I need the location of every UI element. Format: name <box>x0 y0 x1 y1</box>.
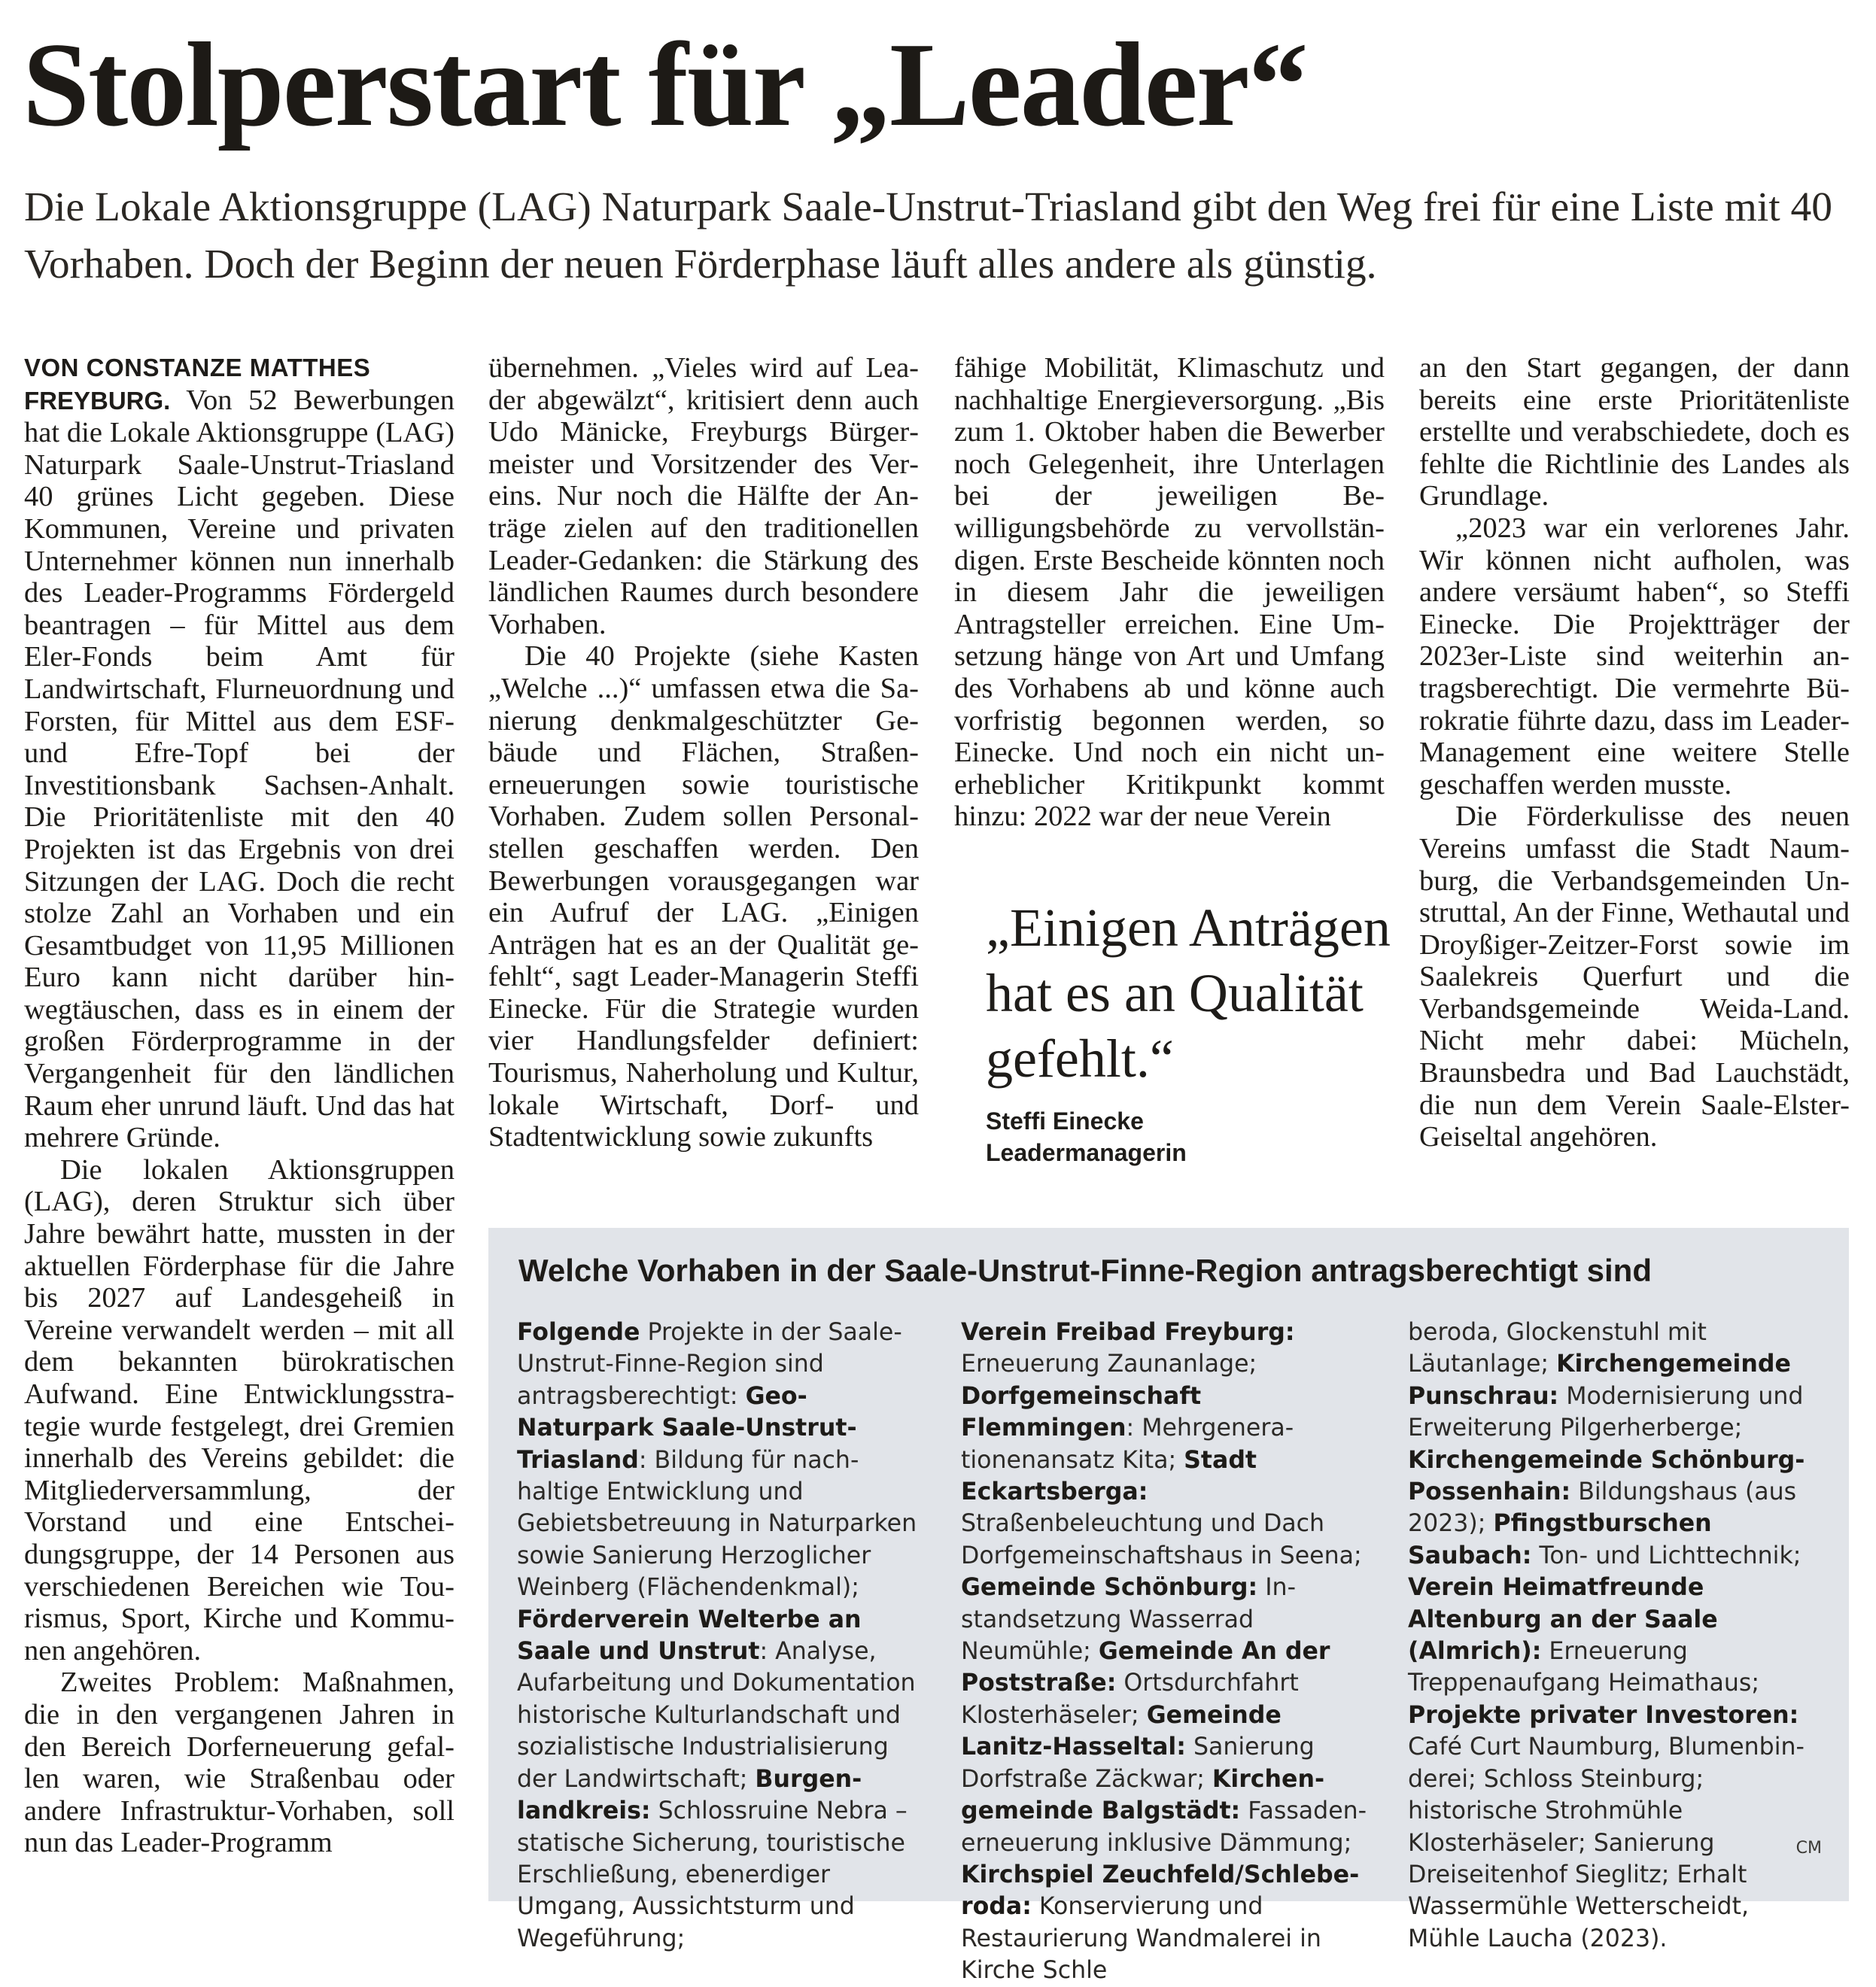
paragraph: Die 40 Projekte (siehe Kasten „Welche ...)“ umfassen etwa die Sanierung denkmalgeschützter Gebäude und Flächen, Straßenerneuerungen sowie touristische Vorhaben. Zudem sollen Personalstellen geschaffen werden. Den Bewerbungen vorausgegangen war ein Aufruf der LAG. „Einigen Anträgen hat es an der Qualität gefehlt“, sagt Leader-Managerin Steffi Einecke. Für die Strategie wurden vier Handlungsfelder definiert: Tourismus, Naherholung und Kultur, lokale Wirtschaft, Dorf- und Stadtentwicklung sowie zukunfts <box>488 640 919 1153</box>
paragraph: fähige Mobilität, Klimaschutz und nachhaltige Energieversorgung. „Bis zum 1. Oktober haben die Bewerber noch Gelegenheit, ihre Unterlagen bei der jeweiligen Bewilligungsbehörde zu vervollständigen. Erste Bescheide könnten noch in diesem Jahr die jeweiligen Antragsteller erreichen. Eine Umsetzung hänge von Art und Umfang des Vorhabens ab und könne auch vorfristig begonnen werden, so Einecke. Und noch ein nicht unerheblicher Kritikpunkt kommt hinzu: 2022 war der neue Verein <box>954 352 1385 833</box>
project-holder: Kirchengemeinde Balgstädt: <box>961 1765 1325 1825</box>
paragraph: „2023 war ein verlorenes Jahr. Wir können nicht aufholen, was andere versäumt haben“, so Steffi Einecke. Die Projektträger der 2023er-Liste sind weiterhin antragsberechtigt. Die vermehrte Bürokratie führte dazu, dass im Leader-Management eine weitere Stelle geschaffen werden musste. <box>1419 512 1850 801</box>
text-column-1 <box>24 352 455 1859</box>
project-description: Sanierung Dorfstraße Zäckwar; <box>961 1733 1315 1793</box>
paragraph: Die Förderkulisse des neuen Vereins umfasst die Stadt Naumburg, die Verbandsgemeinden Unstruttal, An der Finne, Wethautal und Droyßiger-Zeitzer-Forst sowie im Saalekreis Querfurt und die Verbandsgemeinde Weida-Land. Nicht mehr dabei: Mücheln, Braunsbedra und Bad Lauchstädt, die nun dem Verein Saale-Elster-Geiseltal angehören. <box>1419 801 1850 1153</box>
text-column-3 <box>954 352 1385 833</box>
project-holder: Gemeinde An der Poststraße: <box>961 1638 1330 1697</box>
project-description: Fassadenerneuerung inklusive Dämmung; <box>961 1797 1367 1857</box>
paragraph-text: Von 52 Bewerbungen hat die Lokale Aktionsgruppe (LAG) Naturpark Saale-Unstrut-Triasland 40 grünes Licht gegeben. Diese Kommunen, Vereine und privaten Unternehmer können nun innerhalb des Leader-Programms Fördergeld beantragen – für Mittel aus dem Eler-Fonds beim Amt für Landwirtschaft, Flurneuordnung und Forsten, für Mittel aus dem ESF- und Efre-Topf bei der Investitionsbank Sachsen-Anhalt. Die Prioritätenliste mit den 40 Projekten ist das Ergebnis von drei Sitzungen der LAG. Doch die recht stolze Zahl an Vorhaben und ein Gesamtbudget von 11,95 Millionen Euro kann nicht darüber hinwegtäuschen, dass es in einem der großen Förderprogramme in der Vergangenheit für den ländlichen Raum eher unrund läuft. Und das hat mehrere Gründe. <box>24 384 455 1154</box>
project-description: Erneuerung Treppenaufgang Heimathaus; <box>1408 1638 1760 1697</box>
project-description: Konservierung und Restaurierung Wandmalerei in Kirche Schle <box>961 1893 1321 1985</box>
paragraph: übernehmen. „Vieles wird auf Leader abgewälzt“, kritisiert denn auch Udo Mänicke, Freyburgs Bürgermeister und Vorsitzender des Vereins. Nur noch die Hälfte der Anträge zielen auf den traditionellen Leader-Gedanken: die Stärkung des ländlichen Raumes durch besondere Vorhaben. <box>488 352 919 640</box>
info-box-credit: CM <box>1795 1839 1822 1858</box>
project-description: Erneuerung Zaunanlage; <box>961 1350 1257 1378</box>
project-description: : Bildung für nachhaltige Entwicklung und Gebietsbetreuung in Naturparken sowie Sanierung Herzoglicher Weinberg (Flächendenkmal); <box>517 1446 917 1602</box>
info-box <box>488 1228 1849 1985</box>
project-description: Ton- und Lichttechnik; <box>1531 1542 1802 1569</box>
project-holder: Burgenlandkreis: <box>517 1765 862 1825</box>
paragraph: Zweites Problem: Maßnahmen, die in den vergangenen Jahren in den Bereich Dorferneuerung gefallen waren, wie Straßenbau oder andere Infrastruktur-Vorhaben, soll nun das Leader-Programm <box>24 1666 455 1859</box>
info-box-column-3 <box>1408 1317 1818 1955</box>
text-column-2 <box>488 352 919 1153</box>
project-description: Ortsdurchfahrt Klosterhäseler; <box>961 1670 1299 1729</box>
project-description: Modernisierung und Erweiterung Pilgerherberge; <box>1408 1382 1804 1442</box>
project-description: Schlossruine Nebra – statische Sicherung, touristische Erschließung, ebenerdiger Umgang, Aussichtsturm und Wegeführung; <box>517 1797 908 1952</box>
project-holder: Kirchengemeinde Schönburg-Possenhain: <box>1408 1446 1805 1506</box>
project-description: beroda, Glockenstuhl mit Läutanlage; <box>1408 1319 1707 1378</box>
project-description: Bildungshaus (aus 2023); <box>1408 1478 1797 1538</box>
paragraph <box>24 384 455 1154</box>
project-holder: Stadt Eckartsberga: <box>961 1446 1257 1506</box>
info-box-title: Welche Vorhaben in der Saale-Unstrut-Finne-Region antragsberechtigt sind <box>518 1253 1652 1288</box>
project-description: : Analyse, Aufarbeitung und Dokumentation historische Kulturlandschaft und sozialistische Industrialisierung der Landwirtschaft; <box>517 1638 916 1793</box>
info-box-paragraph <box>517 1317 927 1955</box>
text-column-4 <box>1419 352 1850 1153</box>
project-description: Projekte in der Saale-Unstrut-Finne-Region sind antragsberechtigt: <box>517 1319 902 1410</box>
project-holder: Pfingstburschen Saubach: <box>1408 1510 1712 1569</box>
project-holder: Kirchspiel Zeuchfeld/Schleberoda: <box>961 1861 1360 1921</box>
article-deck: Die Lokale Aktionsgruppe (LAG) Naturpark Saale-Unstrut-Triasland gibt den Weg frei für eine Liste mit 40 Vorhaben. Doch der Beginn der neuen Förderphase läuft alles andere als günstig. <box>24 184 1833 287</box>
paragraph: an den Start gegangen, der dann bereits eine erste Prioritätenliste erstellte und verabschiedete, doch es fehlte die Richtlinie des Landes als Grundlage. <box>1419 352 1850 512</box>
info-box-column-1 <box>517 1317 927 1955</box>
paragraph: Die lokalen Aktionsgruppen (LAG), deren Struktur sich über Jahre bewährt hatte, mussten in der aktuellen Förderphase für die Jahre bis 2027 auf Landesgeheiß in Vereine verwandelt werden – mit all dem bekannten bürokratischen Aufwand. Eine Entwicklungsstrategie wurde festgelegt, drei Gremien innerhalb des Vereins gebildet: die Mitgliederversammlung, der Vorstand und eine Entscheidungsgruppe, der 14 Personen aus verschiedenen Bereichen wie Tourismus, Sport, Kirche und Kommunen angehören. <box>24 1153 455 1666</box>
dateline: FREYBURG. <box>24 386 171 415</box>
project-description: : Mehrgenerationenansatz Kita; <box>961 1414 1294 1474</box>
project-holder: Folgende <box>517 1319 640 1346</box>
info-box-column-2 <box>961 1317 1371 1987</box>
project-holder: Förderverein Welterbe an Saale und Unstrut <box>517 1606 862 1666</box>
project-holder: Verein Heimatfreunde Altenburg an der Saale (Almrich): <box>1408 1574 1718 1666</box>
project-holder: Gemeinde Lanitz-Hasseltal: <box>961 1701 1282 1761</box>
pull-quote-text: „Einigen Anträgen hat es an Qualität gefehlt.“ <box>986 898 1391 1089</box>
article-headline: Stolperstart für „Leader“ <box>23 17 1307 151</box>
project-holder: Verein Freibad Freyburg: <box>961 1319 1295 1346</box>
byline: VON CONSTANZE MATTHES <box>24 354 371 381</box>
pull-quote-role: Leadermanagerin <box>986 1139 1187 1166</box>
project-holder: Dorfgemeinschaft Flemmingen <box>961 1382 1202 1442</box>
pull-quote <box>986 895 1392 1168</box>
project-holder: Projekte privater Investoren: <box>1408 1701 1799 1729</box>
info-box-paragraph <box>961 1317 1371 1987</box>
info-box-paragraph <box>1408 1317 1818 1955</box>
project-holder: Kirchengemeinde Punschrau: <box>1408 1350 1791 1410</box>
project-holder: Gemeinde Schönburg: <box>961 1574 1258 1602</box>
project-description: Instandsetzung Wasserrad Neumühle; <box>961 1574 1296 1666</box>
pull-quote-author: Steffi Einecke <box>986 1107 1144 1135</box>
project-holder: Geo-Naturpark Saale-Unstrut-Triasland <box>517 1382 857 1474</box>
project-description: Straßenbeleuchtung und Dach Dorfgemeinschaftshaus in Seena; <box>961 1510 1362 1569</box>
project-description: Café Curt Naumburg, Blumenbinderei; Schloss Steinburg; historische Strohmühle Klosterhäseler; Sanierung Dreiseitenhof Sieglitz; Erhalt Wassermühle Wetterscheidt, Mühle Laucha (2023). <box>1408 1733 1805 1952</box>
